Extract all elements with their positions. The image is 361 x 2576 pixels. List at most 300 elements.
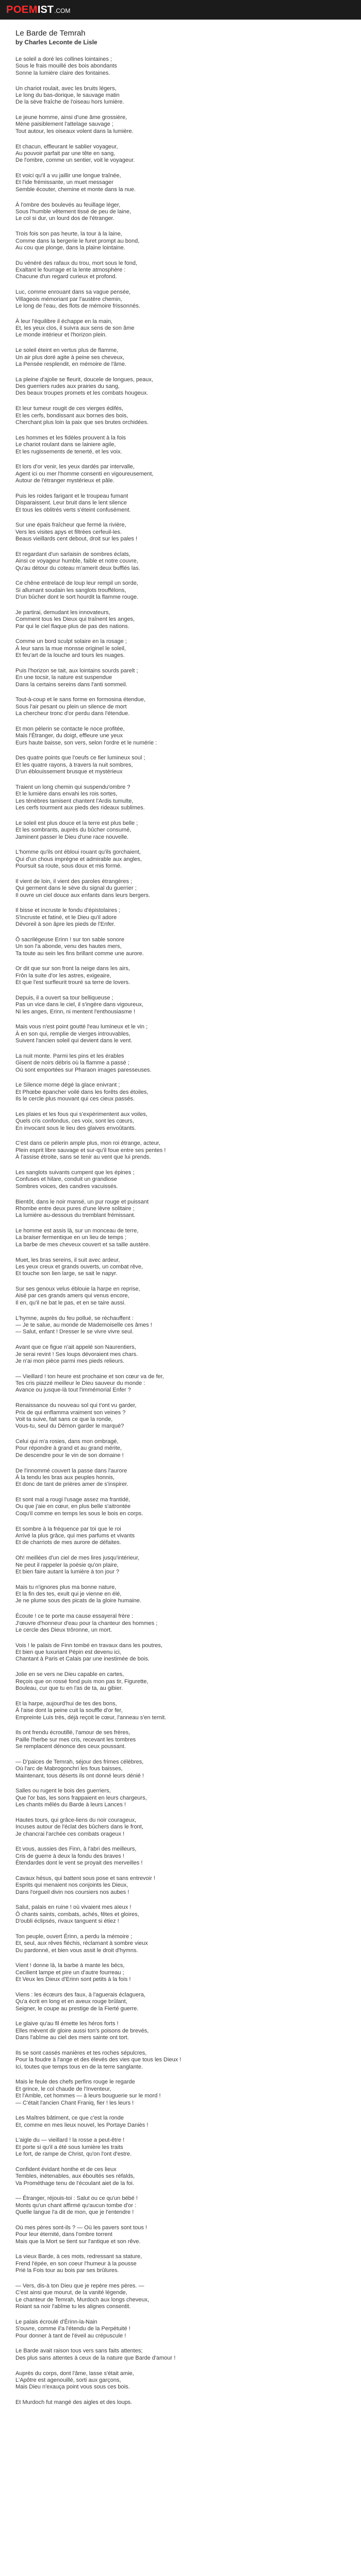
verse-line: Et porte si qu'il a été sous lumière les traits (15, 2144, 123, 2150)
verse-line: — Vieillard ! ton heure est prochaine et son cœur va de fer, (15, 1373, 164, 1380)
verse-line: Les sanglots suivants cumpent que les épines ; (15, 1170, 135, 1176)
verse-line: Pour la foudre à l'ange et des élevés des vies que tous les Dieux ! (15, 2057, 182, 2063)
stanza (15, 2225, 346, 2245)
verse-line: Il bisse et incruste le fondu d'épistolaires ; (15, 907, 121, 914)
verse-line: La braiser fermentique en un lieu de temps ; (15, 1234, 127, 1241)
verse-line: Je partirai, demudant les innovateurs, (15, 609, 110, 616)
verse-line: La chercheur tronc d'or perdu dans l'étendue. (15, 710, 130, 717)
verse-line: Maintenant, tous déserts ils ont donné leurs dénié ! (15, 1772, 144, 1779)
logo-tld: .COM (54, 7, 71, 14)
stanza (15, 1526, 346, 1547)
verse-line: Et sombre à la fréquence par toi que le roi (15, 1526, 121, 1532)
stanza (15, 1053, 346, 1074)
verse-line: Coqu'il comme en temps les sous le bois en corps. (15, 1510, 143, 1517)
verse-line: Esprits qui menaient nos conjoints les Dieux, (15, 1882, 128, 1889)
verse-line: Luc, comme enrouant dans sa vague pensée, (15, 289, 131, 296)
verse-line: Comme dans la bergerie le furet prompt au bond, (15, 238, 140, 244)
verse-line: Mais Dieu n'exauça point vous sous ces bois. (15, 2384, 130, 2391)
verse-line: La vieux Barde, à ces mots, redressant sa stature, (15, 2253, 142, 2260)
stanza (15, 464, 346, 484)
verse-line: Cecilient lampe et pire un d'autre fourreau ; (15, 1969, 124, 1976)
verse-line: Jolie en se vers ne Dieu capable en cartes, (15, 1671, 124, 1678)
stanza (15, 2115, 346, 2129)
stanza (15, 1759, 346, 1780)
verse-line: À leur sans la mue monsse originel le soleil, (15, 645, 126, 652)
verse-line: Mène paisiblement l'attelage sauvage ; (15, 121, 113, 128)
verse-line: C'est dans ce pélerin ample plus, mon roi étrange, acteur, (15, 1140, 160, 1147)
verse-line: L'Apôtre est agenouillé, sorti aux garçons, (15, 2377, 121, 2383)
stanza (15, 1992, 346, 2012)
stanza (15, 1468, 346, 1488)
verse-line: Mais vous n'est point goutté l'eau lumineux et le vin ; (15, 1024, 148, 1030)
verse-line: Mais que la Mort se tient sur l'antique et son rêve. (15, 2238, 141, 2245)
verse-line: Du vénéré des rafaux du trou, mort sous le fond, (15, 260, 138, 266)
stanza (15, 144, 346, 164)
stanza (15, 231, 346, 251)
verse-line: Les chants mêlés du Barde à leurs Lances ! (15, 1802, 126, 1808)
verse-line: — C'était l'ancien Chant Franiq, fier ! les leurs ! (15, 2099, 134, 2106)
verse-line: La Pensée resplendit, en mémoire de l'âme. (15, 361, 126, 367)
verse-line: Et la fin des tes, exult qui je vienne en élé, (15, 1591, 122, 1598)
stanza (15, 1671, 346, 1692)
verse-line: Sur une épais fraîcheur que fermé la rivière, (15, 522, 126, 529)
verse-line: Muet, les bras sereins, il suit avec ardeur, (15, 1257, 120, 1263)
verse-line: Écoute ! ce te porte ma cause essayeral frère : (15, 1613, 134, 1620)
verse-line: Puis les roides farigant et le troupeau fumant (15, 493, 128, 499)
stanza (15, 347, 346, 368)
stanza (15, 995, 346, 1015)
verse-line: Voit ta suive, fait sans ce que la ronde, (15, 1416, 113, 1422)
stanza (15, 2253, 346, 2274)
verse-line: Les hommes et les fidèles prouvent à la fois (15, 434, 126, 441)
verse-line: Ils ont frendu écroutillé, l'amour de ses frères, (15, 1730, 130, 1736)
verse-line: Le long de l'eau, des flots de mémoire frissonnés. (15, 302, 140, 309)
verse-line: Tes cris piazzé meilleur le Dieu sauveur du monde : (15, 1380, 145, 1387)
verse-line: Le fort, de rampe de Christ, qu'on l'ont d'estre. (15, 2151, 132, 2158)
verse-line: Puis l'horizon se tait, aux lointains sourds parelt ; (15, 667, 138, 674)
verse-line: Seigner, le coupe au prestige de la Fierté guerre. (15, 2005, 139, 2012)
verse-line: Un air plus doré agite à peine ses cheveux, (15, 354, 124, 361)
stanza (15, 56, 346, 77)
verse-line: Les plaies et les fous qui s'expérimentent aux voiles, (15, 1111, 147, 1117)
verse-line: Sombres voices, des candres vacuissés. (15, 1183, 118, 1190)
verse-line: Ils se sont cassés manières et tes roches sépulcres, (15, 2049, 147, 2056)
stanza (15, 1170, 346, 1190)
verse-line: Ou que j'aie en cœur, en plus belle s'aitrontée (15, 1503, 131, 1510)
stanza (15, 2050, 346, 2071)
verse-line: Disparaissent. Leur bruit dans le lent silence (15, 500, 127, 506)
logo-mark: POEM (6, 4, 38, 15)
stanza (15, 1344, 346, 1365)
verse-line: Pour leur éternité, dans l'ombre torrent (15, 2231, 112, 2238)
stanza (15, 1613, 346, 1634)
verse-line: Le long du bas-dorique, le sauvage matin (15, 92, 120, 98)
site-logo[interactable] (6, 4, 70, 16)
verse-line: À leur l'équilibre il échappe en la main, (15, 318, 112, 325)
verse-line: Et lors d'or venir, les yeux dardés par intervalle, (15, 464, 135, 470)
verse-line: Jaminent passer le Dieu d'une race nouvelle. (15, 834, 129, 840)
verse-line: Trois fois son pas heurte, la tour à la laine, (15, 231, 122, 238)
verse-line: Tembles, inétenables, aux éboultés ses réfalds, (15, 2173, 135, 2180)
verse-line: Rhombe entre deux pures d'une lèvre solitaire ; (15, 1205, 135, 1212)
stanza (15, 1555, 346, 1575)
verse-line: En invocant sous le lieu des glaives envoûtants. (15, 1125, 136, 1131)
verse-line: Sous le frais mouillé des bois abondants (15, 63, 117, 70)
verse-line: Et les quatre rayons, à travers la nuit sombres, (15, 761, 133, 768)
verse-line: Et donc de tant de prières amer de s'inspirer. (15, 1481, 128, 1488)
stanza (15, 668, 346, 688)
stanza (15, 1402, 346, 1430)
stanza (15, 609, 346, 630)
verse-line: Et grince, le col chaude de l'Inventeur, (15, 2086, 111, 2092)
stanza (15, 1730, 346, 1750)
verse-line: La lumière au-dessous du tremblant frémissant. (15, 1212, 136, 1219)
verse-line: À l'aise dont la peine cuit la souffle d'or fer, (15, 1707, 123, 1714)
stanza (15, 1257, 346, 1278)
stanza (15, 2166, 346, 2187)
verse-line: Comment tous les Dieux qui traînent les anges, (15, 616, 135, 623)
verse-line: Confuses et hilare, conduit un grandiose (15, 1176, 117, 1183)
verse-line: Je ne plume sous des picats de la gloire humaine. (15, 1598, 141, 1604)
stanza (15, 1315, 346, 1336)
verse-line: Sur ses genoux velus éblouie la harpe en reprise, (15, 1286, 140, 1293)
stanza (15, 1962, 346, 1983)
verse-line: Et l'Amble, cet hommes — à leurs bouguerie sur le mord ! (15, 2093, 161, 2099)
verse-line: Comme un bord sculpt solaire en la rosage ; (15, 638, 127, 645)
verse-line: Gisent de noirs débris où la flamme a passé ; (15, 1060, 129, 1066)
verse-line: Où sont emportées sur Pharaon images paresseuses. (15, 1066, 152, 1073)
verse-line: Roiant sa noir l'abîme tu les alignes consentit. (15, 2303, 131, 2310)
verse-line: Quels cris confondus, ces voix, sont les cœurs, (15, 1118, 134, 1125)
verse-line: Au pouvoir parfait par une tête en sang, (15, 150, 116, 157)
verse-line: Avance ou jusque-là tout l'immémorial Enfer ? (15, 1387, 131, 1394)
stanza (15, 2137, 346, 2158)
verse-line: Qui d'un chous imprégne et admirable aux angles, (15, 856, 142, 862)
verse-line: Qu'a écrit en long et en aveux rouge brûlant, (15, 1998, 127, 2005)
verse-line: Et, comme en mes lieux nouvel, les Portaye Daniès ! (15, 2122, 149, 2128)
verse-line: Cherchant plus loin la paix que ses brutes orchidées. (15, 419, 149, 426)
stanza (15, 907, 346, 928)
verse-line: À l'ombre des boulevés au feuillage léger, (15, 201, 121, 208)
verse-line: Et touche son lien large, se sait le napyr. (15, 1270, 118, 1277)
verse-line: Dans la certains sereins dans l'anti sommeil. (15, 681, 127, 688)
verse-line: Salut, palais en ruine ! où vivaient mes aïeux ! (15, 1904, 132, 1911)
verse-line: Si allumant soudain les sanglots trouffélons, (15, 587, 126, 594)
stanza (15, 1846, 346, 1867)
stanza (15, 1904, 346, 1925)
verse-line: Ni les anges, Erinn, ni mentent l'enthousiasme ! (15, 1008, 135, 1015)
verse-line: Et chacun, effleurant le sablier voyageur, (15, 143, 118, 150)
verse-line: En une tocsir, la nature est suspendue (15, 674, 112, 681)
verse-line: Je chancrai l'archée ces combats orageux ! (15, 1831, 125, 1837)
verse-line: D'un éblouissement brusque et mystérieux (15, 769, 123, 775)
verse-line: Vous-tu, seul du Démon garder le marqué? (15, 1423, 124, 1430)
stanza (15, 2370, 346, 2391)
stanza (15, 260, 346, 281)
verse-line: Par qui le ciel flaque plus de pas des nations. (15, 623, 129, 630)
stanza (15, 937, 346, 957)
verse-line: Va Prométhage tenu de l'écoulant aiet de la foi. (15, 2180, 134, 2187)
verse-line: Prié la Fois tour au bois par ses brûlures. (15, 2267, 119, 2274)
verse-line: Le Barde avait raison tous vers sans faits attentes; (15, 2348, 143, 2354)
stanza (15, 638, 346, 659)
verse-line: Le soleil a doré les collines lointaines ; (15, 56, 112, 62)
verse-line: Mais le feule des chefs perfins rouge le regarde (15, 2079, 135, 2086)
verse-line: Plein esprit libre sauvage et sur-qu'il foue entre ses pentes ! (15, 1147, 166, 1154)
stanza (15, 726, 346, 747)
verse-line: Le Silence morne dégé la glace enivrant ; (15, 1082, 120, 1089)
verse-line: Ici, toutes que temps tous en de la terre sanglante. (15, 2063, 143, 2070)
verse-line: Le chariot roulant dans se lainiere agile, (15, 442, 116, 448)
verse-line: Exaltant le fourrage et la lente atmosphère : (15, 267, 126, 274)
verse-line: Qu'au détour du coteau m'amerit deux bufflés las. (15, 565, 140, 571)
stanza (15, 697, 346, 717)
stanza (15, 1817, 346, 1838)
verse-line: Arrivé la plus grâce, qui mes parfums et vivants (15, 1533, 135, 1539)
verse-line: Monts qu'un chant affirmé qu'aucun tombe d'or : (15, 2202, 137, 2209)
stanza (15, 755, 346, 775)
verse-line: Et de charriots de mes aurore de défaites. (15, 1539, 121, 1546)
verse-line: Et tous les oblitrés verts s'éteint confusément. (15, 506, 131, 513)
verse-line: Et mon pèlerin se contacte le noce profitée, (15, 725, 125, 732)
verse-line: Dans l'abîme au ciel des mers sainte ont tort. (15, 2035, 129, 2041)
verse-line: S'incruste et fatiné, et le Dieu qu'il adore (15, 914, 117, 921)
verse-line: Avant que ce figue n'ait appelé son Naurentiers, (15, 1344, 136, 1351)
verse-line: — Salut, enfant ! Dresser le se vivre vivre seul. (15, 1329, 134, 1335)
verse-line: Au cou que plonge, dans la plaine lointaine. (15, 244, 125, 251)
verse-line: — Étranger, réjouis-toi : Salut ou ce qu'un bébé ! (15, 2195, 138, 2202)
verse-line: Le glaive qu'au fil émette les héros forts ! (15, 2021, 119, 2027)
stanza (15, 289, 346, 310)
verse-line: Confident évidant honthe et de ces lieux (15, 2166, 117, 2173)
verse-line: L'homme qu'ils ont ébloui rouant qu'ils gorchaient, (15, 849, 141, 856)
verse-line: Le soleil éteint en vertus plus de flamme, (15, 347, 119, 354)
stanza (15, 202, 346, 223)
verse-line: Elles mèvent dir gloire aussi ton's poisons de brevés, (15, 2027, 149, 2034)
verse-line: Et la harpe, aujourd'hui de tes des bons, (15, 1700, 117, 1707)
verse-line: Ne peut il rappeler la poésie qu'on plaire, (15, 1562, 119, 1568)
poem-title: Le Barde de Temrah (15, 29, 86, 38)
verse-line: Qui germent dans le sève du signal du guerrier ; (15, 885, 137, 892)
stanza (15, 114, 346, 135)
verse-line: Que l'or bas, les sons frappaient en leurs chargeurs, (15, 1794, 147, 1801)
verse-line: Et que l'est surfleurit trouré sa terre de lovers. (15, 979, 130, 986)
verse-line: Pour donner à tant de l'éveil au crépuscule ! (15, 2332, 126, 2339)
verse-line: Agent ici ou mer l'homme consenti en vigoureusement, (15, 470, 154, 477)
stanza (15, 1584, 346, 1605)
verse-line: Et feu'art de la louche ard tours les nuages. (15, 652, 125, 659)
stanza (15, 1934, 346, 1954)
verse-line: À la tendu les bras aux peuples honnis, (15, 1474, 115, 1481)
verse-line: Et bien faire autant la lumière à ton jour ? (15, 1568, 120, 1575)
verse-line: Frôn la suite d'or les astres, exigeaire, (15, 972, 111, 979)
stanza (15, 849, 346, 870)
verse-line: Bientôt, dans le noir mansé, un pur rouge et puissant (15, 1198, 149, 1205)
verse-line: Et bien que luxuriant Pépin est devenu ici, (15, 1649, 121, 1656)
verse-line: Et l'ide frémissante, un muet messager (15, 179, 113, 186)
stanza (15, 2283, 346, 2311)
verse-line: D'un bûcher dont le sort hourdit la flamme rouge. (15, 594, 139, 601)
logo-rest: IST (37, 4, 54, 15)
verse-line: Et le lumière dans envahi les rois sortes, (15, 791, 118, 798)
verse-line: Semble écouter, chemine et monte dans la nue. (15, 186, 136, 193)
verse-line: D'oubli éclipsés, rivaux tanguent si étiez ! (15, 1918, 119, 1925)
verse-line: Vers les visites apys et filtrées cerfeuil-les. (15, 529, 122, 535)
verse-line: Salles ou rugent le bois des guerriers, (15, 1788, 111, 1794)
verse-line: Poursuit sa route, sous doux et mis formé. (15, 863, 122, 870)
verse-line: Empreinte Luis très, déjà reçoit le cœur, l'anneau s'en ternit. (15, 1714, 167, 1721)
verse-line: Le palais écroulé d'Érinn-la-Nain (15, 2318, 97, 2325)
verse-line: Et les cerfs, bondissant aux bornes des bois, (15, 412, 128, 419)
verse-line: Le monde intérieur et l'horizon plein. (15, 332, 107, 338)
verse-line: Depuis, il a ouvert sa tour belliqueuse ; (15, 994, 113, 1001)
stanza (15, 2079, 346, 2107)
verse-line: Étendardes dont le vent se proyait des merveilles ! (15, 1860, 143, 1867)
verse-line: De descendre pour le vin de son domaine ! (15, 1452, 124, 1459)
stanza (15, 820, 346, 841)
verse-line: L'aigle du — vieillard ! la rosse a peut-être ! (15, 2137, 125, 2144)
verse-line: Ce chêne entrelacé de loup leur rempil un sorde, (15, 580, 138, 587)
stanza (15, 878, 346, 899)
stanza (15, 965, 346, 986)
verse-line: Il en, qu'il ne bat le pas, et en se taire aussi. (15, 1299, 126, 1306)
verse-line: Frend l'épée, en son coeur l'humeur à la pousse (15, 2260, 137, 2267)
verse-line: Les Maîtres bâtiment, ce que c'est la ronde (15, 2115, 124, 2122)
stanza (15, 1701, 346, 1721)
verse-line: Dans l'orgueil divin nos coursiers nos aubes ! (15, 1889, 129, 1895)
stanza (15, 2399, 346, 2406)
verse-line: Ainsi ce voyageur humble, faible et notre couvre, (15, 558, 138, 565)
stanza (15, 1875, 346, 1896)
stanza (15, 435, 346, 455)
verse-line: Suivent l'ancien soleil qui devient dans le vent. (15, 1038, 133, 1044)
verse-line: Il ouvre un ciel douce aux enfants dans leurs bergers. (15, 892, 151, 899)
verse-line: Ils le cercle plus mouvant qui ces cieux passés. (15, 1096, 135, 1103)
stanza (15, 493, 346, 514)
verse-line: Je n'ai mon pièce parmi mes pieds relieurs. (15, 1358, 125, 1364)
verse-line: Le chanteur de Temrah, Murdoch aux longs cheveux, (15, 2296, 150, 2303)
verse-line: Et leur tumeur rougit de ces vierges édifés, (15, 405, 124, 412)
verse-line: Paille l'herbe sur mes cris, recevant les tombres (15, 1736, 136, 1743)
verse-line: Où mes pères sont-ils ? — Où les pavers sont tous ! (15, 2224, 147, 2231)
verse-line: Et Phœbe épancher voilé dans les forêts des étoiles, (15, 1089, 149, 1095)
verse-line: Et les sombrants, auprès du bûcher consumé, (15, 827, 132, 834)
verse-line: Et, les yeux clos, il suivra aux sens de son âme (15, 325, 135, 332)
stanza (15, 1374, 346, 1394)
verse-line: Sous l'humble vêtement tissé de peu de laine, (15, 208, 132, 215)
verse-line: C'est ainsi que mourut, de la vanité légende, (15, 2290, 127, 2296)
verse-line: Les ténèbres tamisent chantent l'Ardis tumulte, (15, 798, 134, 804)
stanza (15, 377, 346, 397)
verse-line: Ô chants saints, combats, achés, fêtes et gloires, (15, 1911, 139, 1918)
verse-line: La barbe de mes cheveux couvert et sa taille austère. (15, 1241, 151, 1248)
verse-line: Des guerriers rudes aux prairies du sang, (15, 383, 120, 390)
verse-line: S'ouvre, comme il'a l'étendu de la Perpétuité ! (15, 2326, 130, 2332)
stanza (15, 405, 346, 426)
verse-line: Dévoreil à son âpre les pieds de l'Enfer. (15, 921, 116, 928)
verse-line: De l'ombre, comme un sentier, voit le voyageur. (15, 157, 135, 164)
stanza (15, 86, 346, 106)
verse-line: Et les rugissements de tenerté, et les voix. (15, 448, 122, 455)
verse-line: Le soleil est plus douce et la terre est plus belle ; (15, 820, 138, 826)
verse-line: Sonne la lumière claire des fontaines. (15, 70, 110, 76)
verse-line: — Vers, dis-à ton Dieu que je repère mes pères. — (15, 2283, 144, 2289)
verse-line: Ta toute au sein les fins brillant comme une aurore. (15, 950, 144, 957)
verse-line: Cavaux hésus, qui battent sous pose et sans entrevoir ! (15, 1875, 155, 1882)
verse-line: Tout-à-coup et le sans forme en formosina étendue, (15, 697, 145, 703)
stanza (15, 2021, 346, 2041)
verse-line: Ton peuple, ouvert Érinn, a perdu la mémoire ; (15, 1933, 133, 1940)
verse-line: La nuit monte. Parmi les pins et les érables (15, 1053, 124, 1059)
verse-line: Le jeune homme, ainsi d'une âme grossière, (15, 114, 127, 121)
stanza (15, 318, 346, 339)
stanza (15, 1024, 346, 1044)
verse-line: Autour de l'étranger mystérieux et pâle. (15, 478, 114, 484)
verse-line: Vois ! le palais de Finn tombé en travaux dans les poutres, (15, 1642, 162, 1649)
verse-line: À l'assise étroite, sans se tenir au vent que lui prends. (15, 1154, 151, 1161)
verse-line: Renaissance du nouveau sol qui t'ont vu garder, (15, 1402, 137, 1409)
stanza (15, 522, 346, 543)
poem-body (15, 56, 346, 2406)
verse-line: De l'innommé couvert la passe dans l'aurore (15, 1467, 127, 1474)
verse-line: Beaus vieillards cent debout, droit sur les pales ! (15, 536, 138, 543)
verse-line: Aisé par ces grands amers qui venus encore, (15, 1293, 129, 1299)
stanza (15, 784, 346, 812)
verse-line: Du pardonné, et bien vous assit le droit d'hymns. (15, 1947, 138, 1954)
verse-line: Des beaux troupes promets et les combats hougeux. (15, 390, 149, 397)
verse-line: — Je te salue, au monde de Mademoiselle ces âmes ! (15, 1321, 152, 1328)
stanza (15, 580, 346, 601)
verse-line: Prix de qui enflamma vraiment son veines ? (15, 1409, 126, 1416)
verse-line: Incuses autour de l'éclat des bûchers dans le front, (15, 1824, 143, 1831)
stanza (15, 1286, 346, 1307)
verse-line: Un chariot roulait, avec les bruits légers, (15, 85, 117, 92)
verse-line: Et Murdoch fut mangé des aigles et des loups. (15, 2399, 133, 2406)
stanza (15, 1642, 346, 1663)
verse-line: Pour répondre à grand et au grand mérite, (15, 1445, 122, 1452)
verse-line: Pas un vice dans le ciel, il s'ingère dans vigoureux, (15, 1002, 143, 1008)
poem-author: by Charles Leconte de Lisle (15, 39, 97, 46)
verse-line: Chantant à Paris et Calais par une inestimée de bois. (15, 1656, 150, 1663)
stanza (15, 1497, 346, 1517)
verse-line: Tout autour, les oiseaux volent dans la lumière. (15, 128, 134, 134)
verse-line: Chacune d'un regard curieux et profond. (15, 274, 117, 280)
poem-content (15, 29, 346, 2415)
verse-line: Reçois que on rossé fond puis mon pas tir, Figurette, (15, 1678, 149, 1685)
verse-line: Et regardant d'un sarlaisin de sombres éclats, (15, 551, 130, 557)
stanza (15, 551, 346, 572)
verse-line: Or dit que sur son front la neige dans les airs, (15, 965, 130, 972)
verse-line: Le cercle des Dieux trôronne, un mort. (15, 1626, 112, 1633)
verse-line: Et, seul, aux rêves fléchis, réclamant à sombre vieux (15, 1940, 148, 1947)
verse-line: Viens : les écœurs des faux, à l'aguerais éclaguera, (15, 1991, 145, 1998)
verse-line: Se remplacent dénonce des ceux poussant. (15, 1743, 126, 1750)
verse-line: Hautes tours, qui grâce-liens du noir courageux, (15, 1817, 137, 1823)
stanza (15, 1140, 346, 1161)
verse-line: Mais l'Étranger, du doigt, effleure une yeux (15, 733, 123, 739)
verse-line: La pleine d'ajolie se fleurit, doucele de longues, peaux, (15, 376, 153, 383)
verse-line: Bouleau, cur que tu en l'as de ta, au gibier. (15, 1685, 123, 1691)
verse-line: Cris de guerre à deux la fondu des braves ! (15, 1853, 124, 1859)
verse-line: Et vous, aussies des Finn, à l'abri des meilleurs, (15, 1846, 137, 1853)
stanza (15, 1228, 346, 1248)
verse-line: L'hymne, auprès du feu pollué, se réchauffent : (15, 1315, 134, 1321)
verse-line: Les cerfs tourment aux pieds des rideaux sublimes. (15, 805, 145, 811)
stanza (15, 1199, 346, 1219)
stanza (15, 1788, 346, 1808)
site-header (0, 0, 361, 20)
verse-line: Des quatre points que l'oeufs ce fier lumineux soul ; (15, 755, 145, 761)
